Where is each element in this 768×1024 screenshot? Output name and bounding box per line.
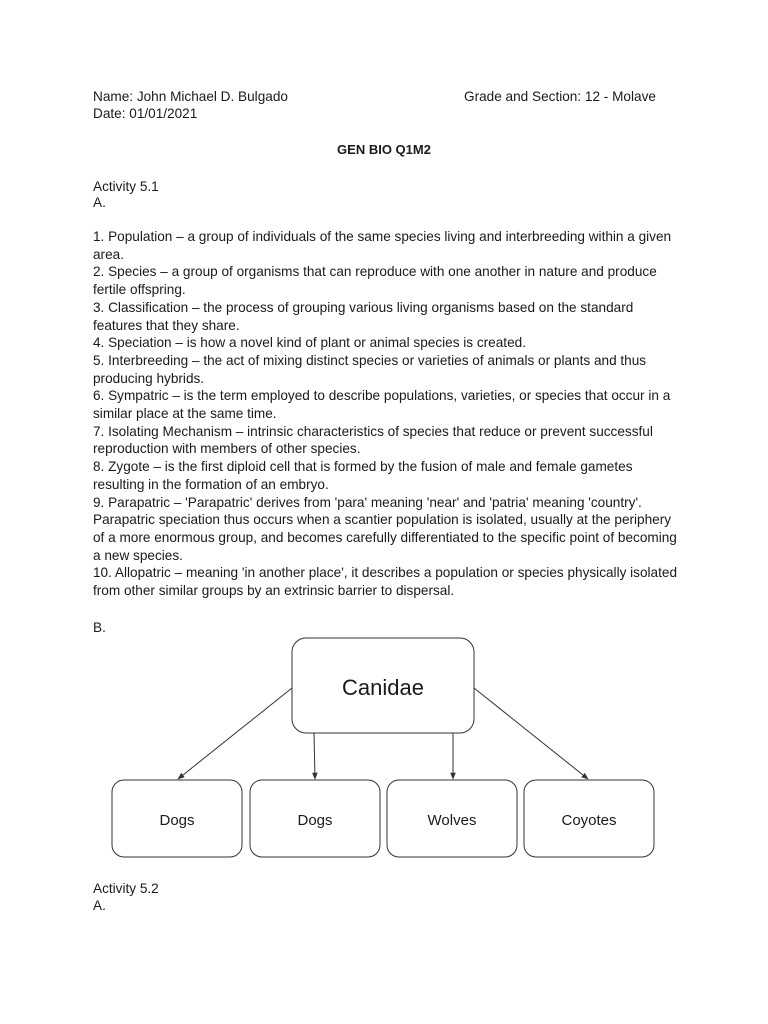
activity-5-2-part-a-label: A.: [93, 898, 106, 913]
definition-item: 6. Sympatric – is the term employed to describe populations, varieties, or species that occur in a similar place at the same time.: [93, 388, 671, 422]
dogs-label-2: Dogs: [297, 812, 333, 829]
part-a-label: A.: [93, 195, 106, 210]
part-b-label: B.: [93, 620, 106, 635]
definition-item: 9. Parapatric – 'Parapatric' derives from 'para' meaning 'near' and 'patria' meaning 'country'. Parapatric speciation thus occurs when a scantier population is isolated, usually at the periphery of a more enormous group, and becomes carefully differentiated to the specific point of becoming a new species.: [93, 494, 677, 563]
document-title: GEN BIO Q1M2: [337, 142, 431, 157]
activity-5-1-heading: Activity 5.1: [93, 179, 159, 194]
definition-item: 7. Isolating Mechanism – intrinsic characteristics of species that reduce or prevent successful reproduction with members of other species.: [93, 423, 653, 457]
definition-item: 8. Zygote – is the first diploid cell that is formed by the fusion of male and female gametes resulting in the formation of an embryo.: [93, 459, 633, 492]
canidae-label: Canidae: [342, 675, 424, 700]
definition-item: 5. Interbreeding – the act of mixing distinct species or varieties of animals or plants and thus producing hybrids.: [93, 352, 647, 386]
date: Date: 01/01/2021: [93, 106, 198, 121]
dogs-label-1: Dogs: [159, 812, 195, 829]
definition-item: 3. Classification – the process of grouping various living organisms based on the standard features that they share.: [93, 299, 634, 333]
definition-item: 4. Speciation – is how a novel kind of plant or animal species is created.: [93, 335, 526, 351]
arrow-to-dogs-2: [314, 733, 315, 779]
wolves-label: Wolves: [427, 812, 477, 829]
definition-item: 10. Allopatric – meaning 'in another place', it describes a population or species physically isolated from other similar groups by an extrinsic barrier to dispersal.: [93, 565, 678, 599]
arrow-to-coyotes: [474, 688, 588, 779]
grade-and-section: Grade and Section: 12 - Molave: [464, 89, 656, 104]
activity-5-2-heading: Activity 5.2: [93, 881, 159, 896]
definition-item: 1. Population – a group of individuals of the same species living and interbreeding within a given area.: [93, 229, 672, 262]
definition-item: 2. Species – a group of organisms that can reproduce with one another in nature and produce fertile offspring.: [93, 264, 657, 298]
coyotes-label: Coyotes: [561, 812, 617, 829]
arrow-to-dogs-1: [178, 688, 292, 779]
student-name: Name: John Michael D. Bulgado: [93, 89, 288, 104]
